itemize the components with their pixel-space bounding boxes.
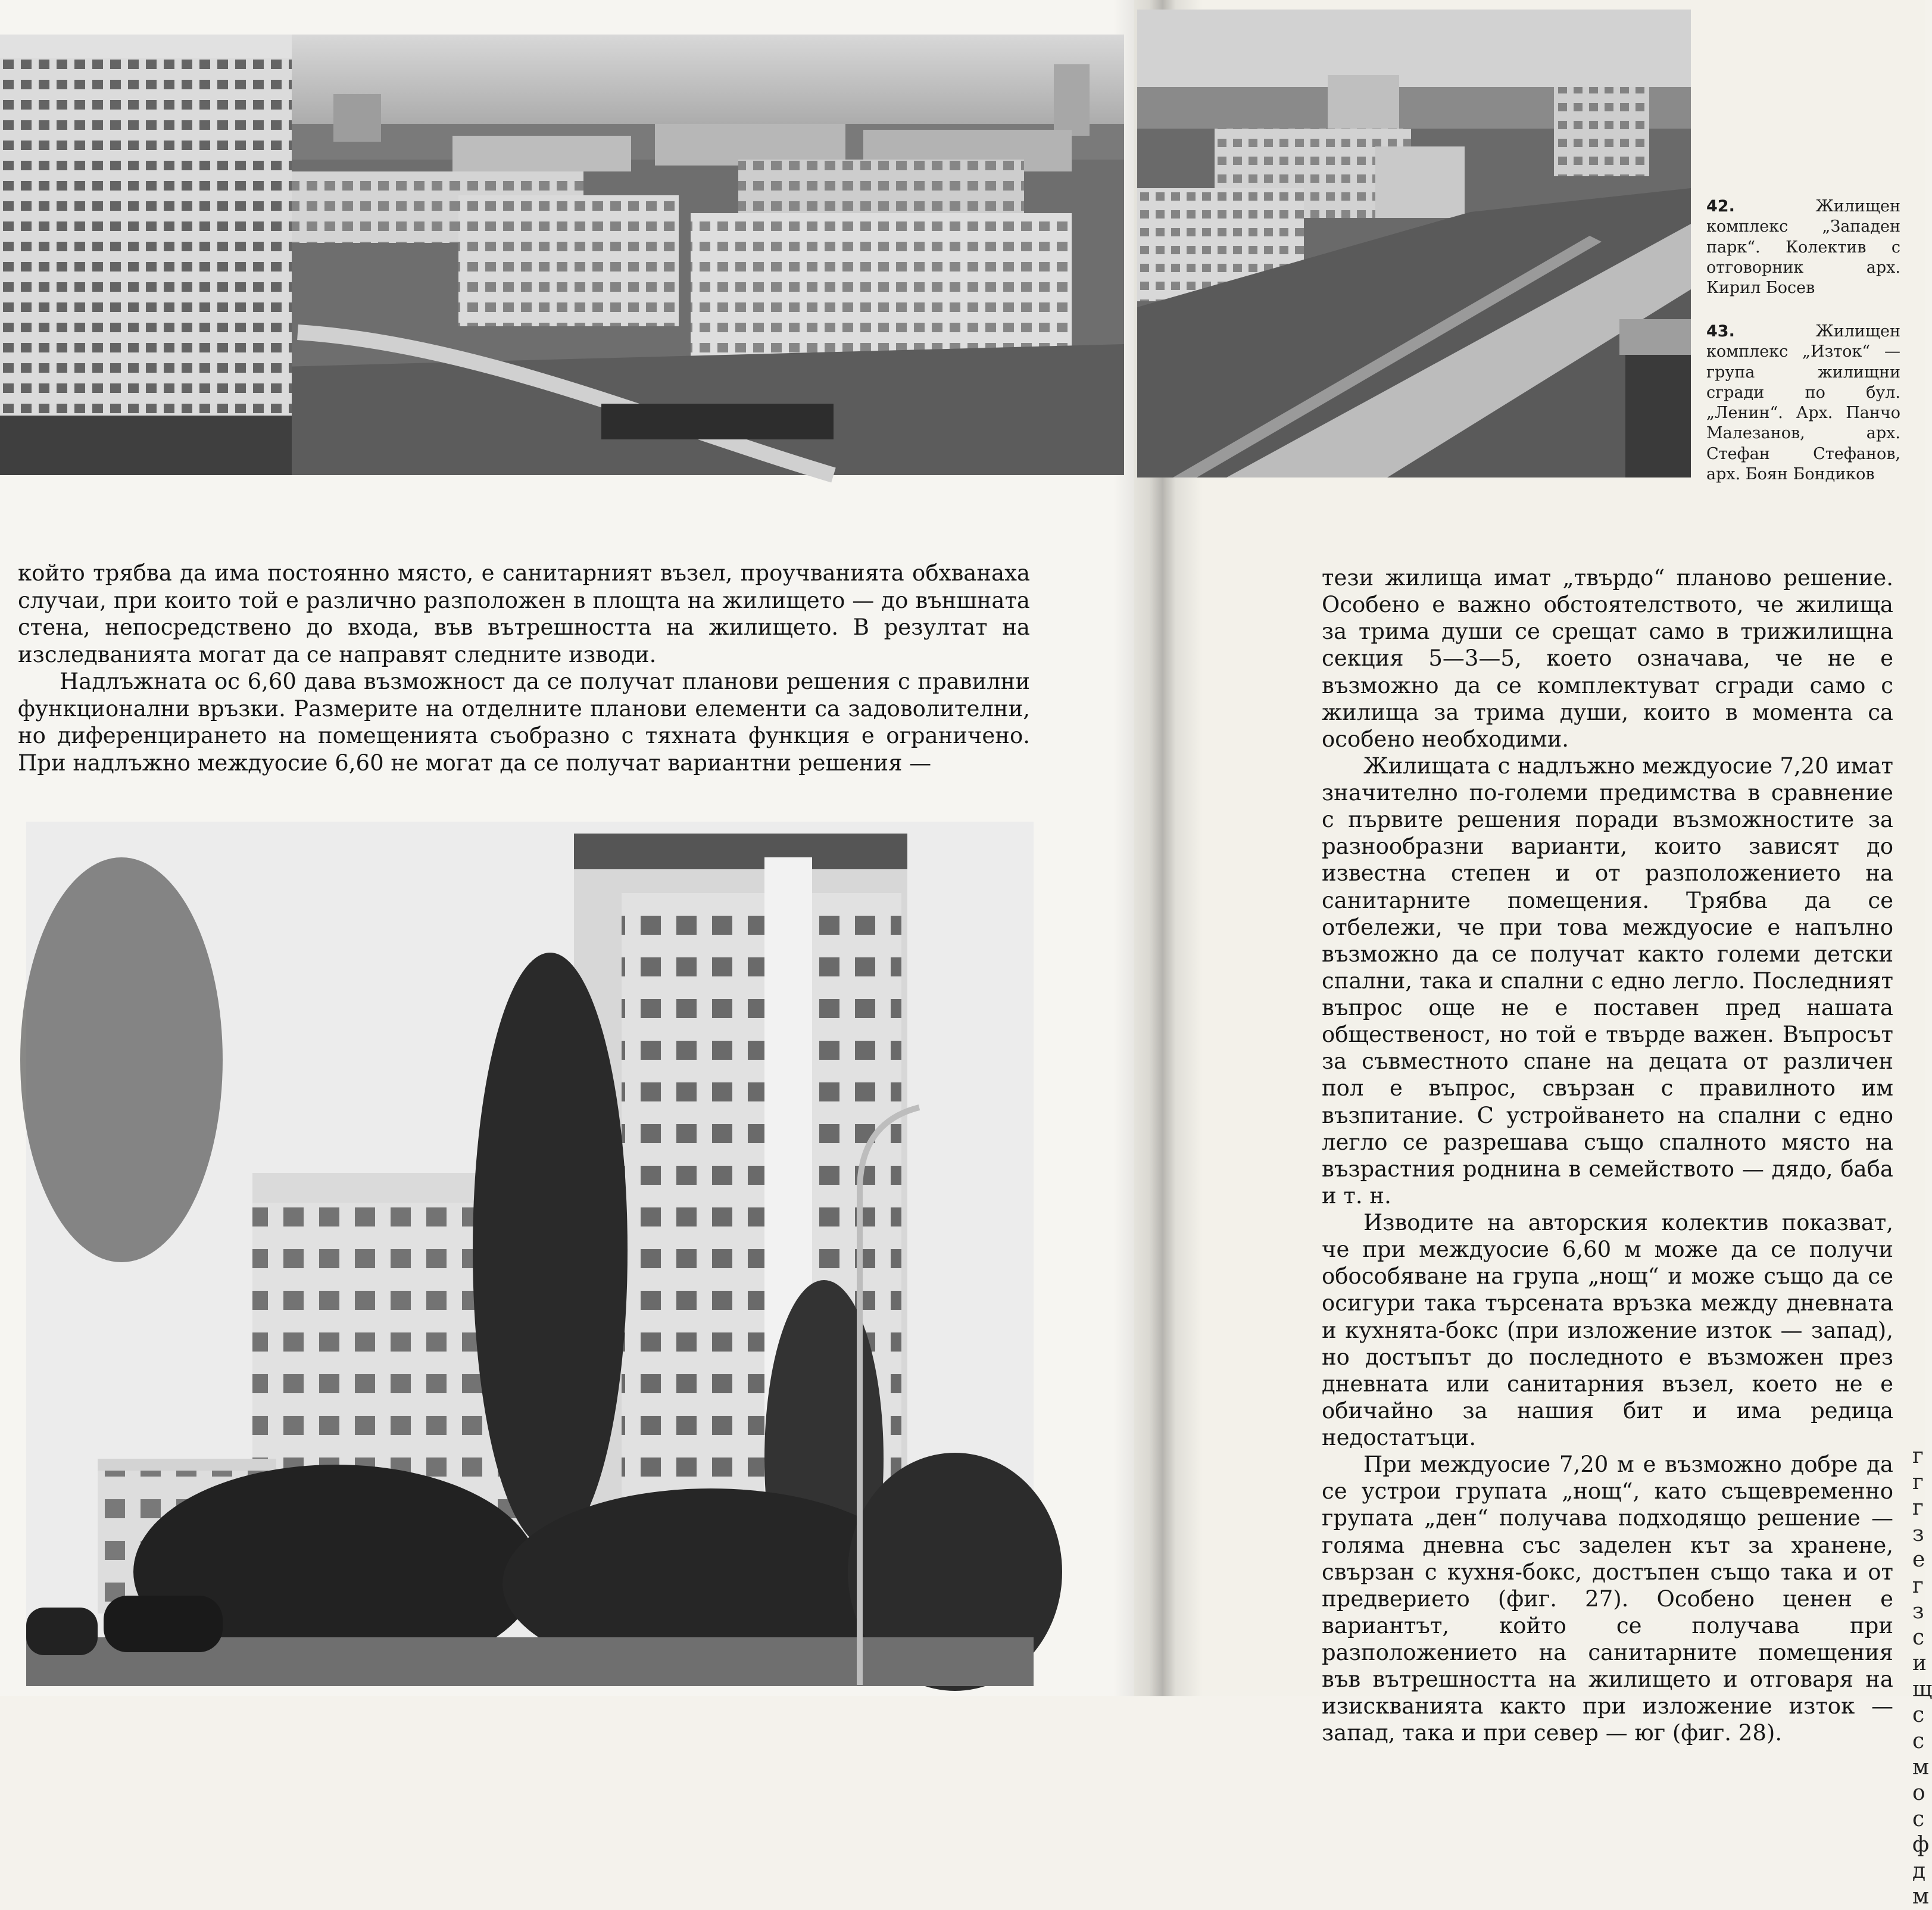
edge-letter: г [1912,1496,1924,1521]
edge-letter: о [1912,1781,1925,1806]
paragraph: който трябва да има постоянно място, е санитарният възел, проучванията обхванаха случаи, при които той е различно разположен в площта на жилището — до външната стена, непосредствено до входа, във вътрешността на жилището. В резултат на изследванията могат да се направят следните изводи. [18,560,1030,667]
edge-letter: е [1912,1547,1925,1572]
edge-letter: г [1912,1573,1924,1598]
paragraph: тези жилища имат „твърдо“ планово решение. Особено е важно обстоятелството, че жилища за трима души се срещат само в трижилищна секция 5—3—5, което означава, че не е възможно да се комплектуват сгради само с жилища за трима души, които в момента са особено необходими. [1322,565,1893,752]
edge-letter: с [1912,1703,1925,1728]
edge-letter: м [1912,1884,1930,1909]
photo-caption-43 [1706,322,1900,498]
edge-letter: г [1912,1444,1924,1468]
edge-letter: с [1912,1729,1925,1754]
edge-letter: с [1912,1625,1925,1650]
caption-text: Жилищен комплекс „Западен парк“. Колектив с отговорник арх. Кирил Босев [1706,197,1900,298]
caption-text: Жилищен комплекс „Изток“ — група жилищни сгради по бул. „Ленин“. Арх. Панчо Малезанов, арх. Стефан Стефанов, арх. Боян Бондиков [1706,322,1900,483]
edge-letter: и [1912,1651,1927,1676]
paragraph: При междуосие 7,20 м е възможно добре да се устрои групата „нощ“, като същевременно групата „ден“ получава подходящо решение — голяма дневна със заделен кът за хранене, свързан с кухня-бокс, достъпен също така и от предверието (фиг. 27). Особено ценен е вариантът, който се получава при разположението на санитарните помещения във вътрешността на жилището и отговаря на изискванията както при изложение изток — запад, така и при север — юг (фиг. 28). [1322,1452,1893,1746]
paragraph: Изводите на авторския колектив показват, че при междуосие 6,60 м може да се получи обособяване на група „нощ“ и може също да се осигури така търсената връзка между дневната и кухнята-бокс (при изложение изток — запад), но достъпът до последното е възможен през дневната или санитарния възел, което не е обичайно за нашия бит и има редица недостатъци. [1322,1210,1893,1450]
edge-letter: с [1912,1806,1925,1831]
paragraph: Жилищата с надлъжно междуосие 7,20 имат значително по-големи предимства в сравнение с първите решения поради възможностите за разнообразни варианти, които зависят до известна степен и от разположението на санитарните помещения. Трябва да се отбележи, че при това междуосие е напълно възможно да се получат както големи детски спални, така и спални с едно легло. Последният въпрос още не е поставен пред нашата общественост, но той е твърде важен. Въпросът за съвместното спане на децата от различен пол е въпрос, свързан с правилното им възпитание. С устройването на спални с едно легло се разрешава също спалното място на възрастния роднина в семейството — дядо, баба и т. н. [1322,753,1893,1209]
edge-letter: м [1912,1755,1930,1780]
edge-letter: щ [1912,1677,1932,1702]
left-body-text [18,560,1030,776]
edge-letter: ф [1912,1833,1930,1858]
edge-letter: г [1912,1469,1924,1494]
next-page-edge-letters [1912,1443,1932,1910]
photo-caption-42 [1706,196,1900,311]
right-body-text [1322,564,1893,1747]
paragraph: Надлъжната ос 6,60 дава възможност да се получат планови решения с правилни функционални връзки. Размерите на отделните планови елементи са задоволителни, но диференцирането на помещенията съобразно с тяхната функция е ограничено. При надлъжно междуосие 6,60 не могат да се получат вариантни решения — [18,669,1030,776]
edge-letter: з [1912,1521,1924,1546]
photo-residential-towers [26,822,1034,1686]
photo-east-complex-lenin-blvd [1137,10,1691,478]
edge-letter: з [1912,1599,1924,1624]
photo-west-park-complex [0,35,1124,475]
edge-letter: д [1912,1858,1926,1883]
caption-number: 42. [1706,197,1735,216]
caption-number: 43. [1706,322,1735,341]
